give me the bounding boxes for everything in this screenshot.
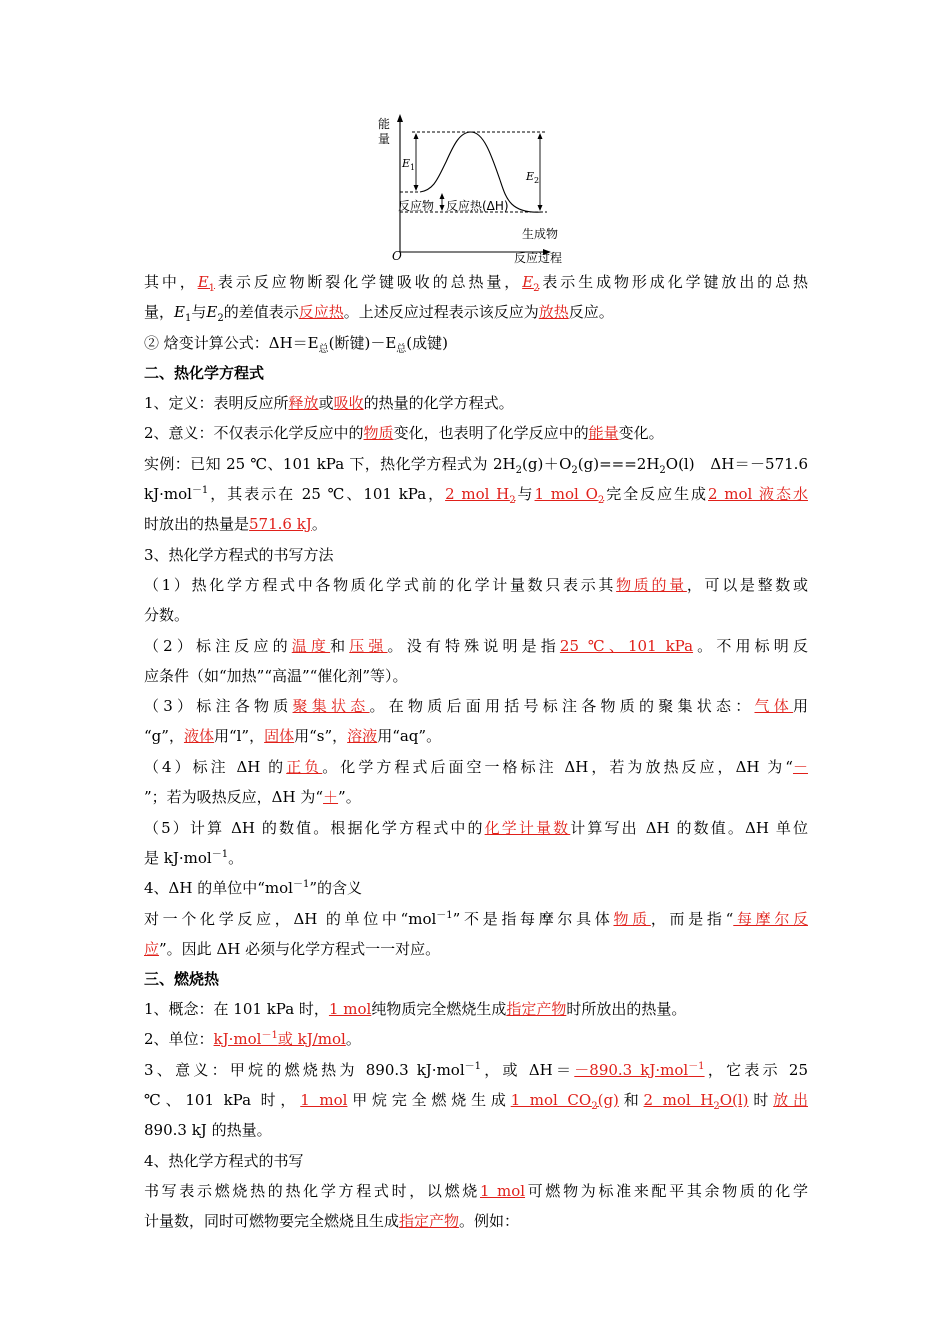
- method5-line2: 是 kJ·mol$^{-1}$。: [144, 849, 244, 867]
- origin-label: O: [392, 249, 402, 263]
- method4-line1: （4）标注 ΔH 的正负。化学方程式后面空一格标注 ΔH，若为放热反应，ΔH 为“－: [144, 758, 808, 776]
- method3-line1: （3）标注各物质聚集状态。在物质后面用括号标注各物质的聚集状态：气体用: [144, 697, 808, 715]
- x-axis-label: 反应过程: [514, 251, 563, 264]
- unit-meaning-heading: 4、ΔH 的单位中“mol$^{-1}$”的含义: [144, 879, 362, 897]
- method2-line2: 应条件（如“加热”“高温”“催化剂”等）。: [144, 667, 408, 685]
- method2-line1: （2）标注反应的温度和压强。没有特殊说明是指25 ℃、101 kPa。不用标明反: [144, 637, 808, 655]
- combustion-meaning-line2: ℃、101 kPa 时，1 mol甲烷完全燃烧生成1 mol $CO_2(g)$和2 mol $H_2O(l)$时放出: [144, 1091, 808, 1112]
- section-heading-combustion-heat: 三、燃烧热: [144, 970, 220, 988]
- unit-meaning-line1: 对一个化学反应，ΔH 的单位中“mol$^{-1}$”不是指每摩尔具体物质，而是指“每摩尔反: [144, 910, 808, 928]
- definition-line: 1、定义：表明反应所释放或吸收的热量的化学方程式。: [144, 394, 514, 412]
- meaning-line: 2、意义：不仅表示化学反应中的物质变化，也表明了化学反应中的能量变化。: [144, 424, 664, 442]
- unit-meaning-line2: 应”。因此 ΔH 必须与化学方程式一一对应。: [144, 940, 441, 958]
- example-line2: kJ·mol$^{-1}$，其表示在 25 ℃、101 kPa，2 mol $H_2$与1 mol $O_2$完全反应生成2 mol 液态水: [144, 485, 808, 506]
- combustion-unit: 2、单位：kJ·mol$^{-1}$或 kJ/mol。: [144, 1030, 361, 1048]
- section-heading-thermochemical-equation: 二、热化学方程式: [144, 364, 265, 382]
- combustion-equation-line2: 计量数，同时可燃物要完全燃烧且生成指定产物。例如：: [144, 1212, 520, 1230]
- example-line3: 时放出的热量是571.6 kJ。: [144, 515, 327, 533]
- y-axis-arrow: [397, 114, 403, 122]
- method3-line2: “g”，液体用“l”，固体用“s”，溶液用“aq”。: [144, 727, 442, 745]
- method4-line2: ”；若为吸热反应，ΔH 为“＋”。: [144, 788, 361, 806]
- energy-diagram: [372, 112, 582, 264]
- combustion-equation-heading: 4、热化学方程式的书写: [144, 1152, 304, 1170]
- method1-line2: 分数。: [144, 606, 190, 624]
- method1-line1: （1）热化学方程式中各物质化学式前的化学计量数只表示其物质的量，可以是整数或: [144, 576, 808, 594]
- para-e1-e2-line2: 量，$E_1$与$E_2$的差值表示反应热。上述反应过程表示该反应为放热反应。: [144, 303, 614, 324]
- e2-label: $E_2$: [526, 170, 540, 185]
- y-axis-label: 能量: [378, 117, 391, 146]
- combustion-equation-line1: 书写表示燃烧热的热化学方程式时，以燃烧1 mol可燃物为标准来配平其余物质的化学: [144, 1182, 808, 1200]
- enthalpy-formula: ② 焓变计算公式：$\Delta H=E_总$(断键)$-E_总$(成键): [144, 334, 449, 355]
- method5-line1: （5）计算 ΔH 的数值。根据化学方程式中的化学计量数计算写出 ΔH 的数值。ΔH 单位: [144, 819, 808, 837]
- combustion-meaning-line3: 890.3 kJ 的热量。: [144, 1121, 272, 1139]
- combustion-meaning-line1: 3、意义：甲烷的燃烧热为 890.3 kJ·mol$^{-1}$，或 ΔH＝－890.3 kJ·mol$^{-1}$，它表示 25: [144, 1061, 808, 1079]
- e1-label: $E_1$: [402, 157, 416, 172]
- example-line1: 实例：已知 25 ℃、101 kPa 下，热化学方程式为 $2H_2(g)+O_2(g)===2H_2O(l)$ ΔH＝－571.6: [144, 455, 808, 476]
- products-label: 生成物: [522, 227, 559, 241]
- para-e1-e2-line1: 其中，$E_1$表示反应物断裂化学键吸收的总热量，$E_2$表示生成物形成化学键放出的总热: [144, 273, 808, 294]
- writing-method-heading: 3、热化学方程式的书写方法: [144, 546, 334, 564]
- reactants-label: 反应物: [398, 199, 435, 213]
- reaction-heat-label: 反应热(ΔH): [446, 199, 509, 213]
- combustion-concept: 1、概念：在 101 kPa 时，1 mol纯物质完全燃烧生成指定产物时所放出的热量。: [144, 1000, 687, 1018]
